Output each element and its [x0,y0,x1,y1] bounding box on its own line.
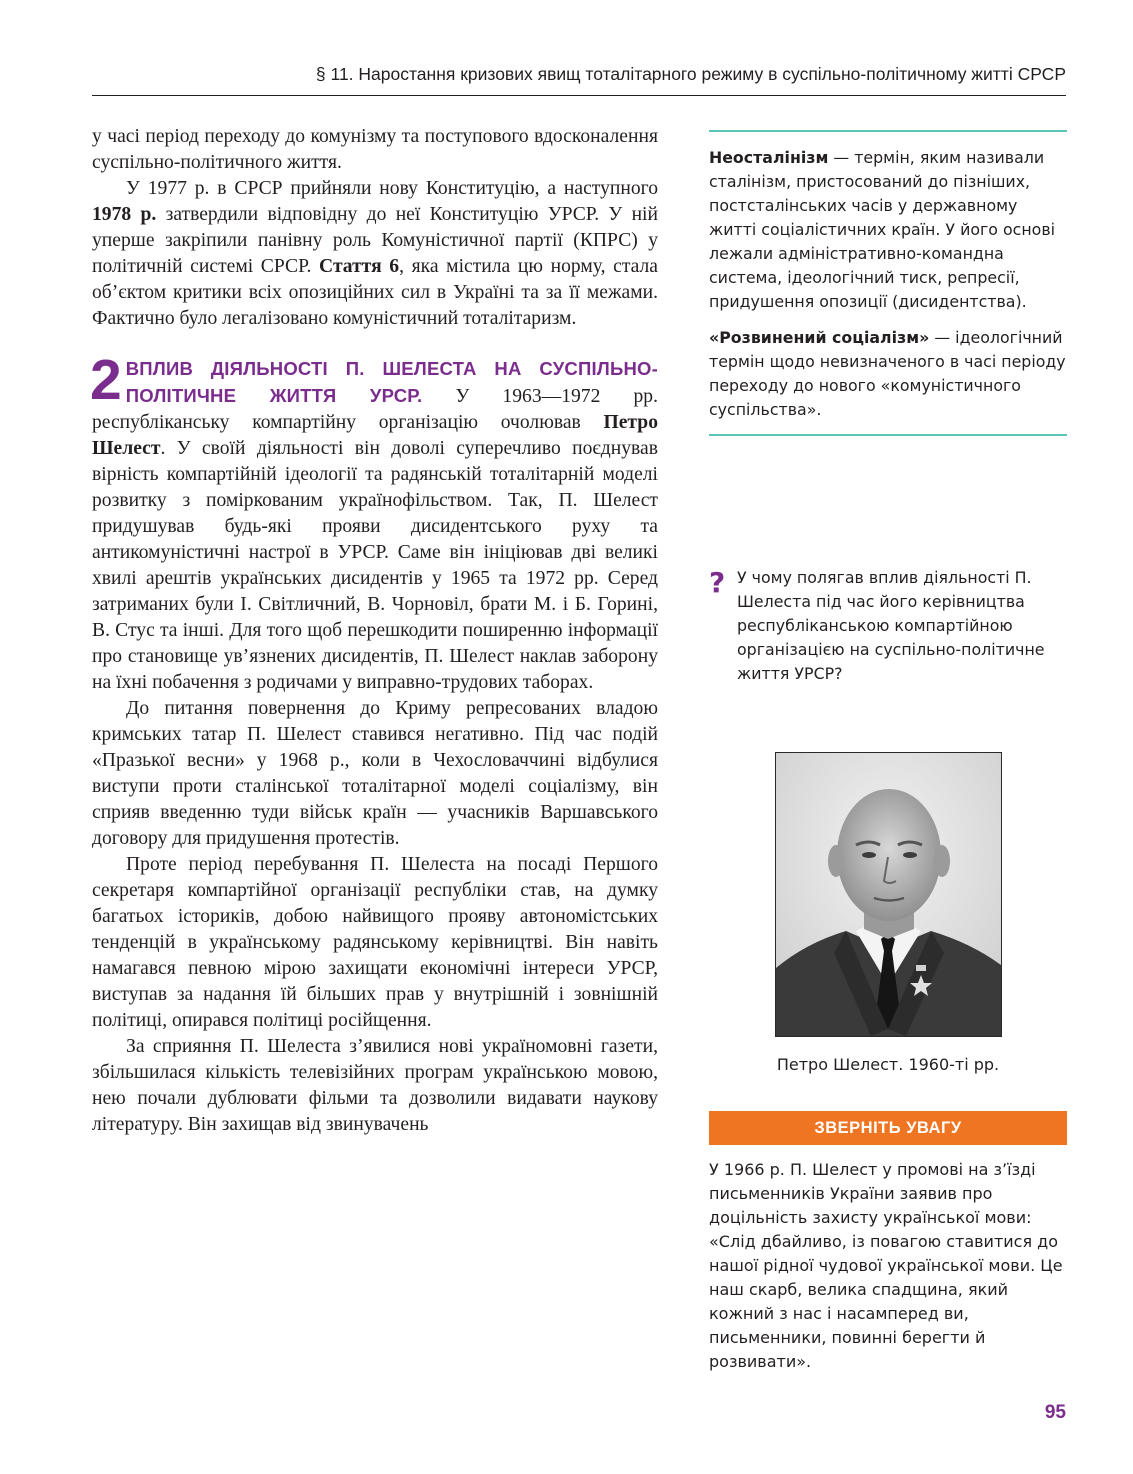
attention-banner: ЗВЕРНІТЬ УВАГУ [709,1111,1067,1145]
question-box [709,566,1067,686]
portrait-photo [775,752,1002,1037]
paragraph: У 1977 р. в СРСР прийняли нову Конституцію, а наступного 1978 р. затвердили відповідну до неї Конституцію УРСР. У ній уперше закріпили панівну роль Комуністичної партії (КПРС) у політичній системі СРСР. Стаття 6, яка містила цю норму, стала об’єктом критики всіх опозиційних сил в Україні та за її межами. Фактично було легалізовано комуністичний тоталітаризм. [92,178,658,329]
bold-name: Петро Шелест [92,412,658,459]
attention-text: У 1966 р. П. Шелест у промові на з’їзді письменників України заявив про доцільність захисту української мови: «Слід дбайливо, із повагою ставитися до нашої рідної чудової української мови. Це наш скарб, велика спадщина, який кожний з нас і насамперед ви, письменники, повинні берегти й розвивати». [709,1160,1063,1371]
glossary-box [709,130,1067,436]
glossary-entry: Неосталінізм — термін, яким називали сталінізм, пристосований до пізніших, постсталінських часів у державному житті соціалістичних країн. У його основі лежали адміністративно-командна система, ідеологічний тиск, репресії, придушення опозиції (дисидентства). [709,148,1056,311]
bold-article: Стаття 6 [319,256,400,277]
page-number: 95 [1044,1402,1066,1423]
main-column [92,124,658,1138]
paragraph: До питання повернення до Криму репресованих владою кримських татар П. Шелест ставився негативно. Під час подій «Празької весни» у 1968 р., коли в Чехословаччині відбулися виступи проти сталінської тоталітарної моделі соціалізму, він сприяв введенню туди військ країн — учасників Варшавського договору для придушення протестів. [92,698,658,849]
section-number: 2 [90,348,122,412]
glossary-term: Неосталінізм [709,148,829,167]
section-2 [90,348,658,1138]
glossary-entry: «Розвинений соціалізм» — ідеологічний термін щодо невизначеного в часі періоду переходу до нового «комуністичного суспільства». [709,328,1066,419]
section-title: ВПЛИВ ДІЯЛЬНОСТІ П. ШЕЛЕСТА НА СУСПІЛЬНО-ПОЛІТИЧНЕ ЖИТТЯ УРСР. [125,358,658,406]
portrait-illustration [776,753,1001,1036]
paragraph: За сприяння П. Шелеста з’явилися нові україномовні газети, збільшилася кількість телевізійних програм українською мовою, нею почали дублювати фільми та дозволили видавати наукову літературу. Він захищав від звинувачень [92,1036,658,1135]
bold-year: 1978 р. [92,204,157,225]
question-mark-icon: ? [709,566,726,599]
photo-caption: Петро Шелест. 1960-ті рр. [776,1055,1000,1074]
header-divider [92,95,1066,96]
glossary-term: «Розвинений соціалізм» [709,328,930,347]
question-text: У чому полягав вплив діяльності П. Шелеста під час його керівництва республіканською компартійною організацією на суспільно-політичне життя УРСР? [737,568,1045,683]
running-header: § 11. Наростання кризових явищ тоталітарного режиму в суспільно-політичному житті СРСР [315,64,1066,84]
paragraph: ВПЛИВ ДІЯЛЬНОСТІ П. ШЕЛЕСТА НА СУСПІЛЬНО-ПОЛІТИЧНЕ ЖИТТЯ УРСР. У 1963—1972 рр. республіканську компартійну організацію очолював Петро Шелест. У своїй діяльності він доволі суперечливо поєднував вірність компартійній ідеології та радянській тоталітарній моделі розвитку з поміркованим українофільством. Так, П. Шелест придушував будь-які прояви дисидентського руху та антикомуністичні настрої в УРСР. Саме він ініціював дві великі хвилі арештів українських дисидентів у 1965 та 1972 рр. Серед затриманих були І. Світличний, В. Чорновіл, брати М. і Б. Горині, В. Стус та інші. Для того щоб перешкодити поширенню інформації про становище ув’язнених дисидентів, П. Шелест наклав заборону на їхні побачення з родичами у виправно-трудових таборах. [92,358,658,693]
paragraph: у часі період переходу до комунізму та поступового вдосконалення суспільно-політичного життя. [92,126,658,173]
paragraph: Проте період перебування П. Шелеста на посаді Першого секретаря компартійної організації республіки став, на думку багатьох істориків, добою найвищого прояву автономістських тенденцій в українському радянському керівництві. Він навіть намагався певною мірою захищати економічні інтереси УРСР, виступав за надання їй більших прав у внутрішній і зовнішній політиці, опирався політиці російщення. [92,854,658,1031]
